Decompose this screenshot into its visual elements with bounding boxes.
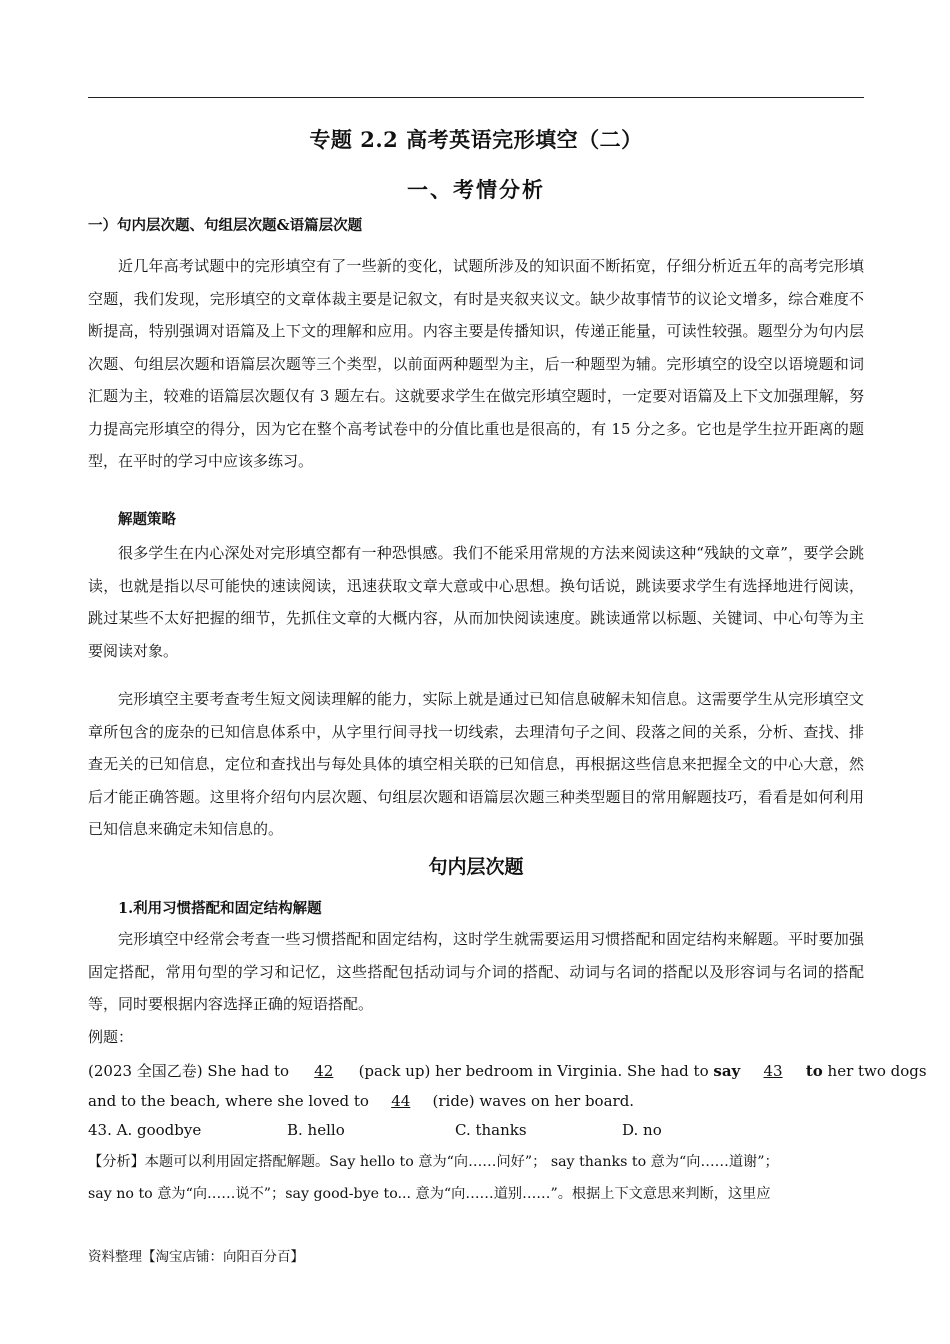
paragraph-technique: 完形填空中经常会考查一些习惯搭配和固定结构，这时学生就需要运用习惯搭配和固定结构来解题。平时要加强固定搭配，常用句型的学习和记忆，这些搭配包括动词与介词的搭配、动词与名词的搭配以及形容词与名词的搭配等，同时要根据内容选择正确的短语搭配。 xyxy=(88,930,864,1013)
example-line-2 xyxy=(88,1092,634,1110)
analysis-line-2: say no to 意为“向……说不”；say good-bye to... 意为“向……道别……”。根据上下文意思来判断，这里应 xyxy=(88,1186,771,1202)
blank-42: 42 xyxy=(314,1062,334,1080)
keyword-to: to xyxy=(805,1062,823,1080)
example-text: (pack up) her bedroom in Virginia. She had to xyxy=(353,1062,714,1080)
subsection-heading: 一）句内层次题、句组层次题&语篇层次题 xyxy=(88,217,363,234)
option-d: D. no xyxy=(622,1121,662,1139)
example-text: her two dogs xyxy=(822,1062,927,1080)
blank-43: 43 xyxy=(763,1062,783,1080)
paragraph-method: 完形填空主要考查考生短文阅读理解的能力，实际上就是通过已知信息破解未知信息。这需要学生从完形填空文章所包含的庞杂的已知信息体系中，从字里行间寻找一切线索，去理清句子之间、段落之间的关系，分析、查找、排查无关的已知信息，定位和查找出与每处具体的填空相关联的已知信息，再根据这些信息来把握全文的中心大意，然后才能正确答题。这里将介绍句内层次题、句组层次题和语篇层次题三种类型题目的常用解题技巧，看看是如何利用已知信息来确定未知信息的。 xyxy=(88,690,864,838)
keyword-say: say xyxy=(713,1062,741,1080)
analysis-line-1: 【分析】本题可以利用固定搭配解题。Say hello to 意为“向……问好”； say thanks to 意为“向……道谢”； xyxy=(88,1154,779,1170)
example-text: (2023 全国乙卷) She had to xyxy=(88,1062,294,1080)
heading-sentence-level: 句内层次题 xyxy=(428,856,524,878)
section-heading-analysis: 一、考情分析 xyxy=(407,177,545,202)
example-line-1 xyxy=(88,1060,927,1081)
technique-heading: 1.利用习惯搭配和固定结构解题 xyxy=(118,900,322,917)
paragraph-strategy: 很多学生在内心深处对完形填空都有一种恐惧感。我们不能采用常规的方法来阅读这种“残缺的文章”，要学会跳读，也就是指以尽可能快的速读阅读，迅速获取文章大意或中心思想。换句话说，跳读要求学生有选择地进行阅读，跳过某些不太好把握的细节，先抓住文章的大概内容，从而加快阅读速度。跳读通常以标题、关键词、中心句等为主要阅读对象。 xyxy=(88,544,864,660)
option-c: C. thanks xyxy=(455,1121,527,1139)
blank-44: 44 xyxy=(391,1092,411,1110)
option-b: B. hello xyxy=(287,1121,345,1139)
header-rule xyxy=(88,97,864,98)
option-a: 43. A. goodbye xyxy=(88,1121,202,1139)
example-label: 例题： xyxy=(88,1028,134,1046)
page-footer: 资料整理【淘宝店铺：向阳百分百】 xyxy=(88,1249,304,1265)
strategy-heading: 解题策略 xyxy=(118,511,176,528)
paragraph-intro: 近几年高考试题中的完形填空有了一些新的变化，试题所涉及的知识面不断拓宽，仔细分析近五年的高考完形填空题，我们发现，完形填空的文章体裁主要是记叙文，有时是夹叙夹议文。缺少故事情节的议论文增多，综合难度不断提高，特别强调对语篇及上下文的理解和应用。内容主要是传播知识，传递正能量，可读性较强。题型分为句内层次题、句组层次题和语篇层次题等三个类型，以前面两种题型为主，后一种题型为辅。完形填空的设空以语境题和词汇题为主，较难的语篇层次题仅有 3 题左右。这就要求学生在做完形填空题时，一定要对语篇及上下文加强理解，努力提高完形填空的得分，因为它在整个高考试卷中的分值比重也是很高的，有 15 分之多。它也是学生拉开距离的题型，在平时的学习中应该多练习。 xyxy=(88,257,864,470)
document-title: 专题 2.2 高考英语完形填空（二） xyxy=(309,127,643,152)
example-text: and to the beach, where she loved to xyxy=(88,1092,374,1110)
example-text: (ride) waves on her board. xyxy=(427,1092,635,1110)
